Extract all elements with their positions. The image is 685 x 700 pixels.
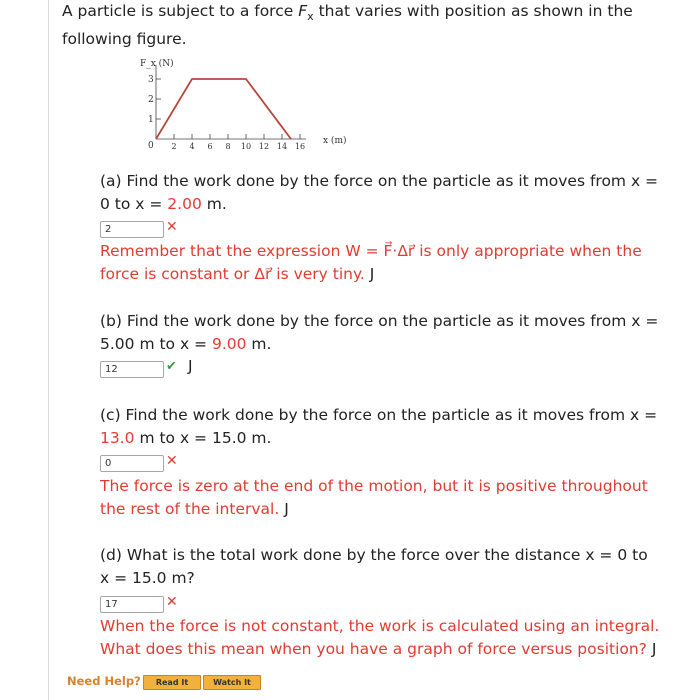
y-tick-label: 3 xyxy=(148,75,154,85)
question-b: (b) Find the work done by the force on the particle as it moves from x = 5.00 m to x = 9.00 m. xyxy=(100,312,659,353)
problem-intro xyxy=(62,0,662,51)
read-it-button[interactable]: Read It xyxy=(143,675,201,690)
feedback-a: Remember that the expression W = F⃗·Δr⃗ is only appropriate when the force is constant or Δr⃗ is very tiny. J xyxy=(100,242,642,283)
need-help-label: Need Help? xyxy=(67,674,141,688)
value-x-end: 2.00 xyxy=(167,195,202,213)
force-subscript: x xyxy=(307,10,314,24)
x-tick-label: 12 xyxy=(258,142,270,151)
answer-input-a[interactable]: 2 xyxy=(100,221,164,238)
x-tick-label: 4 xyxy=(189,142,195,151)
unit-label: J xyxy=(188,357,193,375)
y-tick-label: 2 xyxy=(148,95,154,105)
wrong-mark-icon: ✕ xyxy=(166,219,178,235)
x-tick-label: 6 xyxy=(207,142,213,151)
intro-line-1: A particle is subject to a force $F_x$ that varies with position as shown in the xyxy=(62,2,633,24)
origin-label: 0 xyxy=(148,141,154,151)
question-d: (d) What is the total work done by the force over the distance x = 0 to x = 15.0 m? xyxy=(100,546,648,587)
question-a: (a) Find the work done by the force on the particle as it moves from x = 0 to x = 2.00 m. xyxy=(100,172,659,213)
x-tick-label: 8 xyxy=(225,142,231,151)
unit-label: J xyxy=(651,640,657,658)
question-c: (c) Find the work done by the force on the particle as it moves from x = 13.0 m to x = 15.0 m. xyxy=(100,406,658,447)
correct-check-icon: ✔ xyxy=(166,359,177,374)
x-tick-label: 14 xyxy=(276,142,288,151)
x-tick-label: 16 xyxy=(294,142,306,151)
force-position-chart xyxy=(136,56,356,160)
feedback-d: When the force is not constant, the work is calculated using an integral. What does this mean when you have a graph of force versus position? J xyxy=(100,617,660,658)
force-symbol: F xyxy=(298,2,308,20)
left-divider xyxy=(48,0,49,700)
watch-it-button[interactable]: Watch It xyxy=(203,675,261,690)
unit-label: J xyxy=(284,500,289,518)
x-tick-label: 10 xyxy=(240,142,252,151)
wrong-mark-icon: ✕ xyxy=(166,453,178,469)
y-tick-label: 1 xyxy=(148,115,154,125)
chart-xlabel: x (m) xyxy=(323,136,347,146)
force-curve xyxy=(156,79,291,139)
intro-line-2: following figure. xyxy=(62,30,187,49)
unit-label: J xyxy=(369,265,375,283)
wrong-mark-icon: ✕ xyxy=(166,594,178,610)
feedback-c: The force is zero at the end of the motion, but it is positive throughout the rest of the interval. J xyxy=(100,477,648,518)
answer-input-b[interactable]: 12 xyxy=(100,361,164,378)
x-tick-label: 2 xyxy=(171,142,177,151)
answer-input-c[interactable]: 0 xyxy=(100,455,164,472)
answer-input-d[interactable]: 17 xyxy=(100,596,164,613)
chart-ylabel: F_x (N) xyxy=(140,59,174,69)
